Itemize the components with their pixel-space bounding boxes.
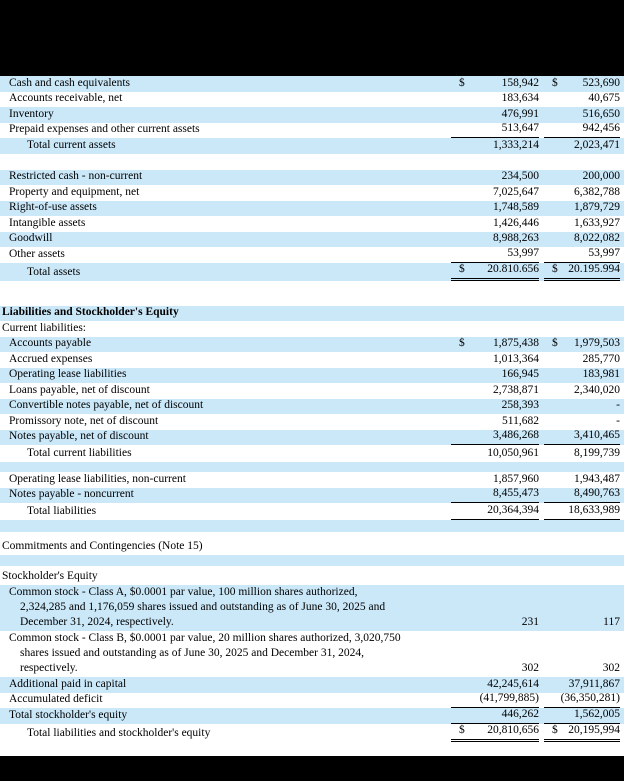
amount-value: 158,942	[501, 76, 539, 89]
row-label: Accrued expenses	[9, 352, 93, 365]
amount-cell-c1	[451, 691, 539, 708]
amount-value: 20,195,994	[568, 723, 620, 736]
amount-cell-c2	[544, 185, 620, 201]
table-row	[0, 724, 624, 742]
table-row	[0, 383, 624, 399]
amount-cell-c1	[451, 305, 539, 306]
amount-value: 166,945	[501, 368, 539, 380]
amount-cell-c1	[451, 121, 539, 138]
amount-cell-c1	[451, 76, 539, 92]
amount-cell-c1	[451, 554, 539, 555]
row-label: Total assets	[27, 265, 81, 278]
amount-cell-c1	[451, 446, 539, 462]
amount-value: 3,486,268	[493, 429, 539, 441]
row-label: Total current liabilities	[27, 447, 132, 459]
table-row	[0, 263, 624, 281]
amount-cell-c1	[451, 200, 539, 216]
amount-cell-c2	[544, 367, 620, 383]
row-label: Total stockholder's equity	[9, 708, 128, 721]
row-label: Operating lease liabilities	[9, 368, 127, 380]
row-label: Stockholder's Equity	[2, 570, 98, 582]
amount-cell-c1	[451, 723, 539, 742]
amount-cell-c2	[544, 200, 620, 216]
amount-cell-c1	[451, 486, 539, 503]
dollar-sign: $	[552, 262, 558, 275]
amount-value: 511,682	[502, 414, 539, 427]
amount-value: 1,875,438	[493, 337, 539, 349]
amount-value: 183,634	[501, 92, 539, 104]
row-label: Prepaid expenses and other current assets	[9, 123, 200, 135]
amount-value: 1,748,589	[493, 201, 539, 213]
row-label: Accounts receivable, net	[9, 92, 123, 104]
amount-cell-c2	[544, 138, 620, 154]
row-label: Accumulated deficit	[9, 693, 103, 705]
amount-value: 117	[603, 616, 620, 628]
row-label	[0, 565, 451, 566]
amount-value: 1,857,960	[493, 472, 539, 485]
table-row	[0, 185, 624, 201]
amount-value: 20,810,656	[487, 723, 539, 736]
row-label: Operating lease liabilities, non-current	[9, 472, 186, 485]
amount-value: -	[616, 414, 620, 427]
row-label: Total liabilities	[27, 505, 97, 517]
amount-cell-c2	[544, 723, 620, 742]
amount-value: 285,770	[582, 352, 620, 365]
amount-cell-c2	[544, 615, 620, 631]
amount-cell-c1	[451, 531, 539, 532]
table-row	[0, 247, 624, 263]
amount-cell-c2	[544, 446, 620, 462]
row-label: Promissory note, net of discount	[9, 414, 159, 427]
table-row	[0, 631, 624, 677]
row-label	[0, 531, 451, 532]
row-label-line: 2,324,285 and 1,176,059 shares issued and outstanding as of June 30, 2025 and	[20, 601, 386, 613]
amount-cell-c1	[451, 91, 539, 107]
row-label: Loans payable, net of discount	[9, 383, 150, 396]
amount-cell-c2	[544, 565, 620, 566]
amount-cell-c1	[451, 246, 539, 263]
amount-value: -	[616, 399, 620, 411]
table-row	[0, 321, 624, 337]
table-row	[0, 488, 624, 504]
amount-cell-c2	[544, 91, 620, 107]
amount-value: 523,690	[582, 76, 620, 89]
amount-value: 183,981	[582, 368, 620, 380]
row-label: Intangible assets	[9, 216, 86, 229]
table-row	[0, 585, 624, 631]
amount-value: 2,340,020	[574, 383, 620, 396]
amount-cell-c2	[544, 262, 620, 281]
table-row	[0, 399, 624, 415]
row-label: Commitments and Contingencies (Note 15)	[2, 540, 203, 552]
amount-cell-c2	[544, 428, 620, 445]
amount-value: 942,456	[582, 122, 620, 134]
amount-value: 20.195.994	[568, 262, 620, 275]
table-row	[0, 138, 624, 154]
row-label: Accounts payable	[9, 337, 92, 349]
amount-cell-c2	[544, 691, 620, 708]
spacer-row	[0, 555, 624, 566]
amount-value: 302	[602, 662, 620, 674]
table-row	[0, 445, 624, 462]
amount-value: 53,997	[507, 246, 539, 259]
amount-cell-c1	[451, 707, 539, 724]
row-label: Liabilities and Stockholder's Equity	[2, 306, 179, 318]
amount-value: 476,991	[501, 107, 539, 120]
amount-value: 40,675	[588, 92, 620, 104]
amount-value: 302	[521, 662, 539, 674]
amount-value: 10,050,961	[487, 447, 539, 459]
amount-value: 231	[521, 616, 539, 628]
amount-value: 8,199,739	[574, 447, 620, 459]
amount-value: 8,022,082	[574, 232, 620, 244]
amount-cell-c1	[451, 428, 539, 445]
amount-value: 1,562,005	[574, 707, 620, 720]
row-label: Property and equipment, net	[9, 185, 140, 198]
table-row	[0, 337, 624, 353]
amount-value: 200,000	[582, 170, 620, 182]
amount-value: 8,988,263	[493, 232, 539, 244]
amount-cell-c1	[451, 336, 539, 352]
amount-cell-c2	[544, 76, 620, 92]
amount-cell-c2	[544, 486, 620, 503]
row-label: Total liabilities and stockholder's equity	[27, 726, 211, 739]
row-label-line: respectively.	[20, 662, 78, 674]
amount-value: 258,393	[501, 399, 539, 411]
amount-value: 513,647	[501, 122, 539, 134]
row-label-line: December 31, 2024, respectively.	[20, 616, 174, 628]
amount-cell-c1	[451, 615, 539, 631]
row-label: Inventory	[9, 107, 54, 120]
amount-cell-c2	[544, 169, 620, 185]
amount-cell-c1	[451, 169, 539, 185]
dollar-sign: $	[552, 76, 558, 89]
amount-value: 1,943,487	[574, 472, 620, 485]
table-row	[0, 708, 624, 724]
amount-cell-c2	[544, 352, 620, 368]
amount-value: 516,650	[582, 107, 620, 120]
amount-cell-c2	[544, 584, 620, 585]
bottom-black-bar	[0, 756, 624, 781]
amount-cell-c2	[544, 398, 620, 414]
amount-value: 2,023,471	[574, 138, 620, 151]
amount-cell-c2	[544, 383, 620, 399]
amount-cell-c2	[544, 503, 620, 520]
row-label: Restricted cash - non-current	[9, 170, 143, 182]
amount-cell-c1	[451, 352, 539, 368]
amount-value: 3,410,465	[574, 429, 620, 441]
amount-value: 42,245,614	[487, 677, 539, 690]
amount-cell-c1	[451, 138, 539, 154]
row-label	[0, 585, 451, 631]
table-row	[0, 306, 624, 322]
row-label-line: Common stock - Class A, $0.0001 par value, 100 million shares authorized,	[9, 586, 358, 598]
amount-cell-c2	[544, 216, 620, 232]
spacer-row	[0, 462, 624, 472]
amount-cell-c2	[544, 121, 620, 138]
amount-value: (41,799,885)	[479, 692, 539, 704]
table-row	[0, 352, 624, 368]
amount-value: 234,500	[501, 170, 539, 182]
table-row	[0, 123, 624, 139]
amount-cell-c2	[544, 336, 620, 352]
row-label: Other assets	[9, 247, 65, 260]
table-row	[0, 532, 624, 555]
amount-value: 1,633,927	[574, 216, 620, 229]
amount-value: 1,426,446	[493, 216, 539, 229]
amount-cell-c2	[544, 531, 620, 532]
dollar-sign: $	[552, 723, 558, 736]
spacer-row	[0, 281, 624, 306]
amount-cell-c2	[544, 305, 620, 306]
row-label: Convertible notes payable, net of discount	[9, 399, 204, 411]
row-label: Notes payable - noncurrent	[9, 488, 134, 500]
amount-cell-c1	[451, 565, 539, 566]
row-label-line: Common stock - Class B, $0.0001 par value, 20 million shares authorized, 3,020,750	[9, 632, 401, 644]
table-row	[0, 430, 624, 446]
row-label: Cash and cash equivalents	[9, 76, 131, 89]
balance-sheet-table	[0, 76, 624, 742]
amount-value: 1,979,503	[574, 337, 620, 349]
amount-cell-c1	[451, 320, 539, 321]
table-row	[0, 170, 624, 186]
table-row	[0, 566, 624, 585]
amount-cell-c1	[451, 661, 539, 677]
dollar-sign: $	[459, 723, 465, 736]
amount-cell-c1	[451, 367, 539, 383]
amount-value: 446,262	[501, 707, 539, 720]
amount-value: 8,455,473	[493, 487, 539, 499]
amount-cell-c2	[544, 707, 620, 724]
table-row	[0, 201, 624, 217]
amount-value: 1,013,364	[493, 352, 539, 365]
dollar-sign: $	[552, 337, 558, 349]
amount-cell-c2	[544, 320, 620, 321]
amount-value: (36,350,281)	[560, 692, 620, 704]
amount-cell-c1	[451, 262, 539, 281]
amount-cell-c1	[451, 383, 539, 399]
dollar-sign: $	[459, 262, 465, 275]
row-label: Goodwill	[9, 232, 53, 244]
amount-cell-c2	[544, 661, 620, 677]
amount-value: 1,879,729	[574, 201, 620, 213]
amount-value: 37,911,867	[568, 677, 620, 690]
amount-value: 1,333,214	[493, 138, 539, 151]
table-row	[0, 503, 624, 520]
table-row	[0, 216, 624, 232]
amount-cell-c1	[451, 216, 539, 232]
row-label-line: shares issued and outstanding as of June 30, 2025 and December 31, 2024,	[20, 647, 364, 659]
amount-value: 6,382,788	[574, 185, 620, 198]
amount-cell-c2	[544, 246, 620, 263]
amount-cell-c1	[451, 503, 539, 520]
table-row	[0, 92, 624, 108]
amount-value: 7,025,647	[493, 185, 539, 198]
table-row	[0, 368, 624, 384]
amount-value: 2,738,871	[493, 383, 539, 396]
row-label: Notes payable, net of discount	[9, 430, 149, 442]
row-label	[0, 631, 451, 677]
amount-cell-c1	[451, 398, 539, 414]
top-black-bar	[0, 0, 624, 76]
row-label: Current liabilities:	[2, 321, 86, 334]
amount-value: 20.810.656	[487, 262, 539, 275]
amount-value: 20,364,394	[487, 504, 539, 516]
spacer-row	[0, 154, 624, 170]
table-row	[0, 76, 624, 92]
amount-value: 53,997	[588, 246, 620, 259]
dollar-sign: $	[459, 337, 465, 349]
row-label: Right-of-use assets	[9, 201, 97, 213]
dollar-sign: $	[459, 76, 465, 89]
amount-value: 8,490,763	[574, 487, 620, 499]
row-label: Additional paid in capital	[9, 677, 127, 690]
amount-cell-c2	[544, 554, 620, 555]
amount-cell-c1	[451, 185, 539, 201]
amount-value: 18,633,989	[568, 504, 620, 516]
row-label: Total current assets	[27, 138, 116, 151]
spacer-row	[0, 520, 624, 532]
amount-cell-c1	[451, 584, 539, 585]
